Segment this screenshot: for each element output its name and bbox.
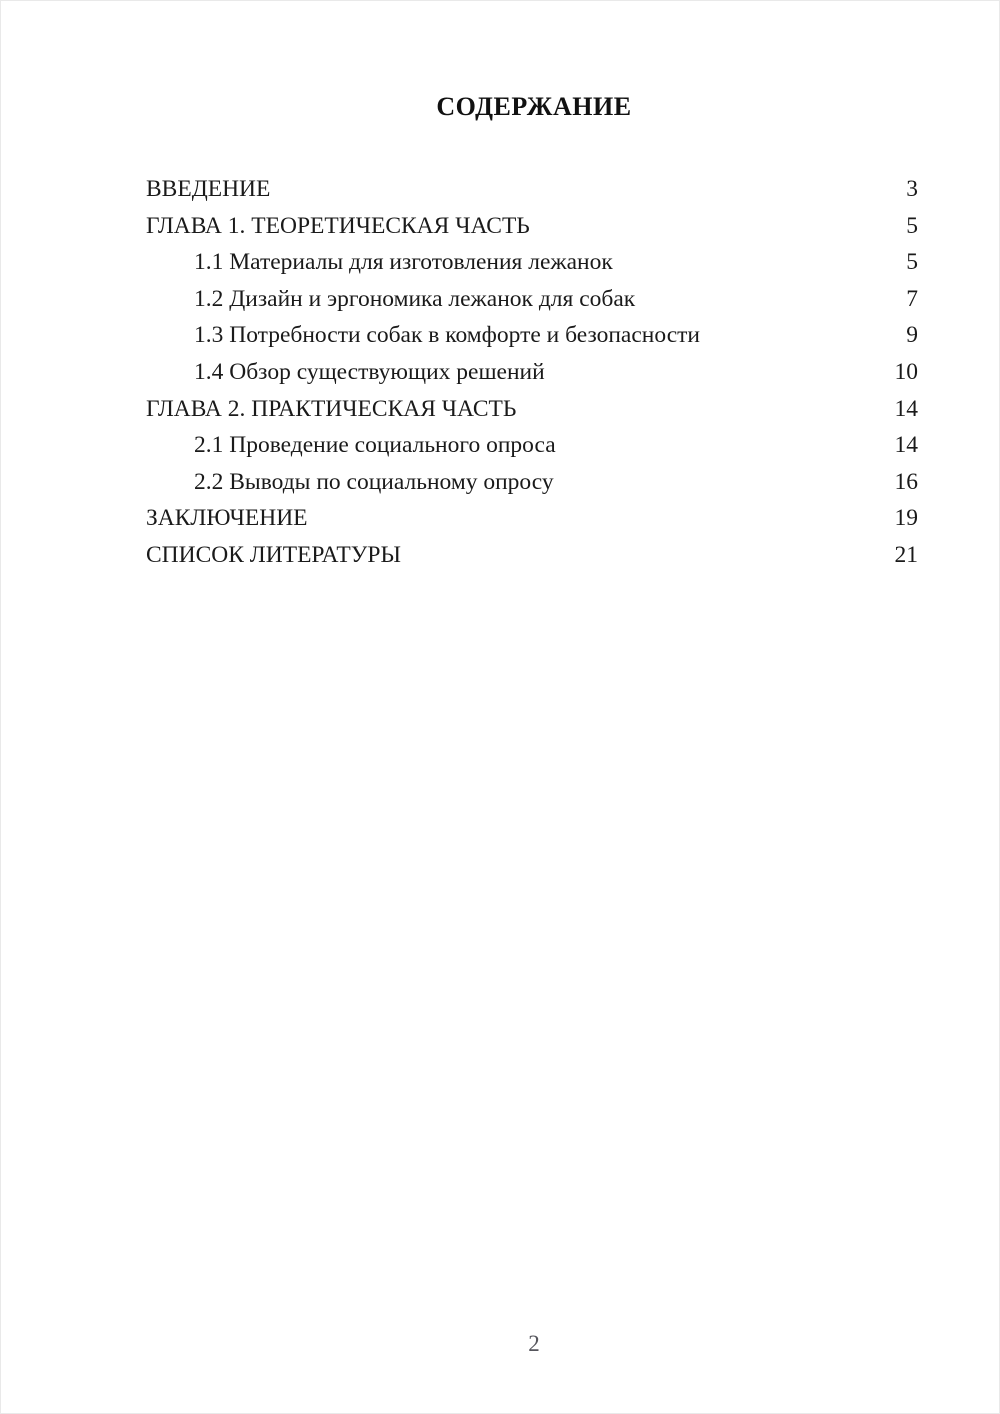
toc-entry-page-number: 3 (906, 176, 918, 202)
toc-entry-label: ГЛАВА 1. ТЕОРЕТИЧЕСКАЯ ЧАСТЬ (146, 212, 530, 239)
toc-entry-page-number: 7 (906, 285, 918, 312)
toc-entry-page-number: 14 (894, 432, 918, 459)
toc-entry-page-number: 5 (906, 249, 918, 276)
toc-entry-8 (146, 464, 918, 501)
toc-entry-page-number: 5 (906, 212, 918, 239)
toc-entry-0 (146, 171, 918, 208)
toc-entry-label: ГЛАВА 2. ПРАКТИЧЕСКАЯ ЧАСТЬ (146, 395, 517, 422)
toc-entry-page-number: 16 (894, 468, 918, 495)
toc-entry-label: 1.4 Обзор существующих решений (194, 358, 545, 385)
toc-entry-2 (146, 244, 918, 281)
toc-entry-page-number: 19 (894, 505, 918, 532)
toc-entry-page-number: 9 (906, 322, 918, 349)
toc-entry-page-number: 10 (894, 358, 918, 385)
toc-heading: СОДЕРЖАНИЕ (436, 92, 632, 121)
toc-entry-label: 1.3 Потребности собак в комфорте и безопасности (194, 322, 700, 349)
toc-entry-label: 1.2 Дизайн и эргономика лежанок для собак (194, 285, 636, 312)
toc-entry-5 (146, 354, 918, 391)
page-number: 2 (528, 1331, 540, 1356)
toc-entry-7 (146, 427, 918, 464)
toc-entry-label: 2.2 Выводы по социальному опросу (194, 468, 554, 495)
toc-entry-label: ЗАКЛЮЧЕНИЕ (146, 505, 308, 532)
toc-entry-label: ВВЕДЕНИЕ (146, 176, 271, 202)
toc-entry-page-number: 21 (894, 541, 918, 568)
toc-entry-10 (146, 537, 918, 574)
toc-entry-6 (146, 391, 918, 428)
toc-entry-label: СПИСОК ЛИТЕРАТУРЫ (146, 541, 401, 568)
toc-entry-label: 1.1 Материалы для изготовления лежанок (194, 249, 613, 276)
toc-entry-label: 2.1 Проведение социального опроса (194, 432, 556, 459)
table-of-contents (146, 171, 918, 574)
toc-entry-4 (146, 317, 918, 354)
toc-entry-9 (146, 500, 918, 537)
toc-entry-1 (146, 208, 918, 245)
toc-entry-page-number: 14 (894, 395, 918, 422)
toc-entry-3 (146, 281, 918, 318)
